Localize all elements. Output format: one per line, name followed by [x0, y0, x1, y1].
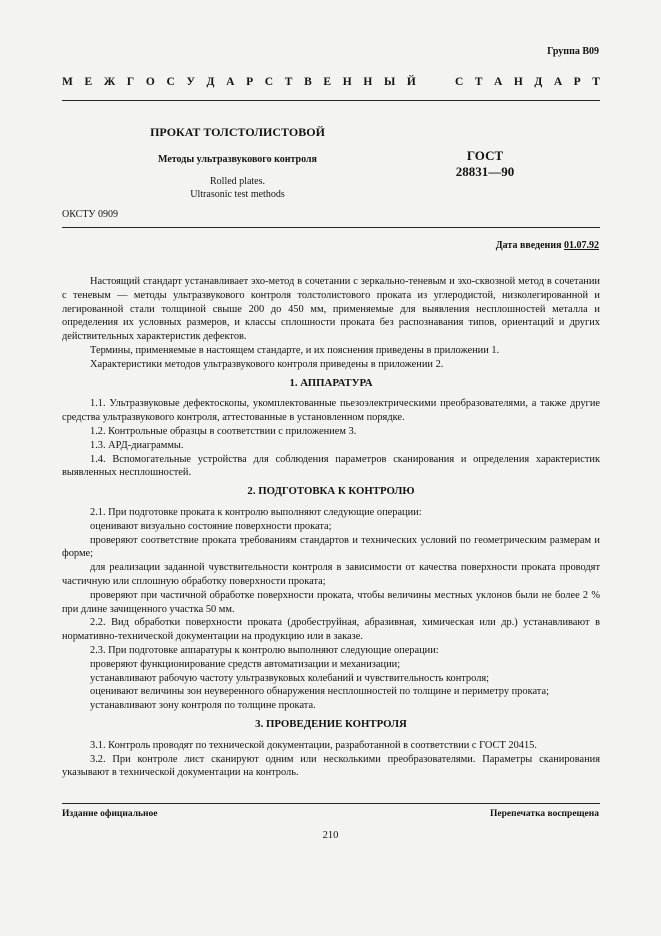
- section-paragraph: для реализации заданной чувствительности контроля в зависимости от качества поверхности проката проводят частичную или сплошную обработку поверхности проката;: [62, 562, 600, 587]
- introduction-date-label: Дата введения: [495, 240, 562, 251]
- standard-banner: [62, 76, 600, 88]
- gost-designation: [440, 148, 530, 180]
- section-paragraph: 2.2. Вид обработки поверхности проката (дробеструйная, абразивная, химическая или др.) устанавливают в нормативно-технической документации на продукцию или в заказе.: [62, 617, 600, 643]
- title-block: [115, 125, 360, 201]
- reprint-prohibited-note: Перепечатка воспрещена: [489, 809, 599, 819]
- english-title-line-1: Rolled plates.: [210, 176, 265, 187]
- document-subtitle: Методы ультразвукового контроля: [158, 154, 317, 165]
- section-paragraph: 1.4. Вспомогательные устройства для соблюдения параметров сканирования и определения характеристик выявленных несплошностей.: [62, 453, 600, 479]
- banner-word-standard: С Т А Н Д А Р Т: [455, 76, 600, 88]
- section-paragraph: 1.1. Ультразвуковые дефектоскопы, укомплектованные пьезоэлектрическими преобразователями, а также другие средства ультразвукового контроля, аттестованные в установленном порядке.: [62, 398, 600, 424]
- section-paragraph: проверяют соответствие проката требованиям стандартов и технических условий по геометрическим размерам и форме;: [62, 534, 600, 560]
- section-paragraph: проверяют при частичной обработке поверхности проката, чтобы величины местных уклонов были не более 2 % при длине зачищенного участка 50 мм.: [62, 589, 600, 615]
- official-edition-note: Издание официальное: [62, 809, 158, 819]
- section-paragraph: 3.1. Контроль проводят по технической документации, разработанной в соответствии с ГОСТ 20415.: [90, 739, 537, 751]
- section-paragraph: проверяют функционирование средств автоматизации и механизации;: [90, 658, 401, 670]
- section-heading: 3. ПРОВЕДЕНИЕ КОНТРОЛЯ: [255, 717, 407, 730]
- page-number: 210: [322, 830, 339, 841]
- intro-paragraph: Настоящий стандарт устанавливает эхо-метод в сочетании с зеркально-теневым и эхо-сквозной метод в сочетании с теневым — методы ультразвукового контроля толстолистового проката из углеродистой, низколегированной и легированной стали толщиной свыше 200 до 450 мм, применяемые для выявления несплошностей металла и определения их условных размеров, и классы сплошности проката без распознавания типов, ориентаций и других действительных характеристик дефектов.: [62, 276, 600, 343]
- banner-word-interstate: М Е Ж Г О С У Д А Р С Т В Е Н Н Ы Й: [62, 76, 416, 88]
- english-title: [115, 175, 360, 201]
- introduction-date-value: 01.07.92: [564, 240, 599, 251]
- section-paragraph: оценивают визуально состояние поверхности проката;: [90, 520, 332, 532]
- section-heading: 1. АППАРАТУРА: [289, 376, 373, 389]
- english-title-line-2: Ultrasonic test methods: [190, 189, 285, 200]
- introduction-date: [496, 240, 599, 251]
- section-heading: 2. ПОДГОТОВКА К КОНТРОЛЮ: [247, 485, 415, 498]
- document-body: [62, 275, 600, 780]
- group-code: Группа В09: [547, 46, 599, 57]
- section-paragraph: 1.2. Контрольные образцы в соответствии с приложением 3.: [90, 425, 357, 437]
- section-paragraph: 2.1. При подготовке проката к контролю выполняют следующие операции:: [90, 506, 422, 518]
- section-paragraph: 3.2. При контроле лист сканируют одним или несколькими преобразователями. Параметры сканирования указывают в технической документации на контроль.: [62, 753, 600, 779]
- gost-number: 28831—90: [455, 164, 515, 179]
- intro-paragraph: Термины, применяемые в настоящем стандарте, и их пояснения приведены в приложении 1.: [90, 344, 500, 356]
- intro-paragraph: Характеристики методов ультразвукового контроля приведены в приложении 2.: [90, 358, 444, 370]
- oksty-code: ОКСТУ 0909: [62, 209, 119, 220]
- section-paragraph: оценивают величины зон неуверенного обнаружения несплошностей по толщине и периметру проката;: [90, 686, 549, 698]
- section-paragraph: 2.3. При подготовке аппаратуры к контролю выполняют следующие операции:: [90, 644, 439, 656]
- title-rule: [62, 227, 600, 228]
- document-title: ПРОКАТ ТОЛСТОЛИСТОВОЙ: [150, 125, 325, 139]
- gost-label: ГОСТ: [466, 148, 504, 163]
- header-rule: [62, 100, 600, 101]
- section-paragraph: устанавливают зону контроля по толщине проката.: [90, 700, 316, 712]
- footer-rule: [62, 803, 600, 804]
- section-paragraph: устанавливают рабочую частоту ультразвуковых колебаний и чувствительность контроля;: [90, 672, 490, 684]
- section-paragraph: 1.3. АРД-диаграммы.: [90, 439, 184, 451]
